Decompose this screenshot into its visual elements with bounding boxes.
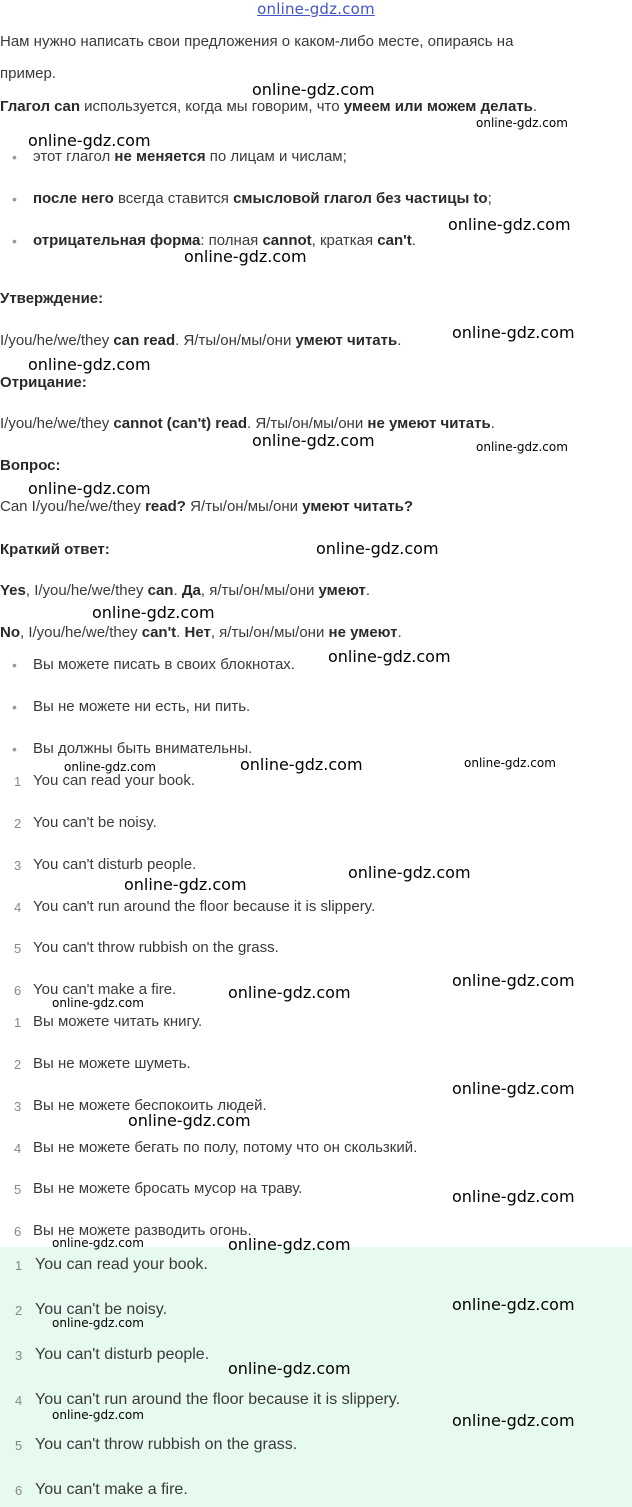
q-mid: Я/ты/он/мы/они [185, 498, 303, 515]
yes-b1: Yes [0, 582, 26, 599]
yes-t2: . [173, 582, 182, 599]
english-item: You can't make a fire. [33, 981, 177, 998]
bullet-3-bold-3: can't [377, 232, 412, 249]
no-t4: . [397, 624, 402, 641]
bullet-3-bold-2: cannot [262, 232, 312, 249]
short-answer-heading: Краткий ответ: [0, 541, 110, 558]
watermark: online-gdz.com [128, 1111, 251, 1130]
watermark: online-gdz.com [452, 1187, 575, 1206]
affirmative-line [0, 331, 401, 351]
english-item: You can read your book. [33, 772, 196, 789]
watermark: online-gdz.com [452, 323, 575, 342]
watermark: online-gdz.com [448, 215, 571, 234]
watermark: online-gdz.com [476, 116, 568, 130]
watermark: online-gdz.com [28, 479, 151, 498]
watermark: online-gdz.com [328, 647, 451, 666]
yes-b2: can [147, 582, 174, 599]
watermark: online-gdz.com [52, 996, 144, 1010]
watermark: online-gdz.com [228, 1359, 351, 1378]
watermark: online-gdz.com [228, 1235, 351, 1254]
bullet-1-post: по лицам и числам; [205, 148, 347, 165]
list-number: 2 [15, 1303, 23, 1318]
list-number: 5 [15, 1438, 23, 1453]
short-answer-no [0, 623, 402, 643]
bullet-3-mid-2: , краткая [311, 232, 378, 249]
bullet-2 [33, 189, 492, 209]
watermark: online-gdz.com [452, 1295, 575, 1314]
watermark: online-gdz.com [52, 1408, 144, 1422]
russian-item: Вы не можете беспокоить людей. [33, 1097, 267, 1114]
answer-item: You can read your book. [35, 1256, 208, 1273]
neg-bold-1: cannot (can't) read [113, 415, 247, 432]
rule-text-2: . [532, 98, 538, 115]
russian-item: Вы не можете шуметь. [33, 1055, 191, 1072]
rule-bold-2: умеем или можем делать [343, 98, 533, 115]
watermark: online-gdz.com [184, 247, 307, 266]
bullet-2-mid: всегда ставится [113, 190, 234, 207]
negative-heading: Отрицание: [0, 374, 87, 391]
bullet-2-post: ; [487, 190, 492, 207]
russian-item: Вы не можете разводить огонь. [33, 1222, 252, 1239]
list-number: 2 [14, 1057, 22, 1072]
bullet-3-mid: : полная [200, 232, 263, 249]
q-bold-2: умеют читать? [302, 498, 414, 515]
watermark: online-gdz.com [252, 431, 375, 450]
bullet-2-bold-2: смысловой глагол без частицы to [233, 190, 488, 207]
example-2: Вы не можете ни есть, ни пить. [33, 698, 251, 715]
bullet-dot: • [12, 149, 17, 165]
bullet-dot: • [12, 233, 17, 249]
no-t3: , я/ты/он/мы/они [210, 624, 329, 641]
watermark: online-gdz.com [92, 603, 215, 622]
russian-item: Вы можете читать книгу. [33, 1013, 203, 1030]
answer-item: You can't run around the floor because it is slippery. [35, 1391, 401, 1408]
aff-bold-2: умеют читать [295, 332, 398, 349]
yes-t3: , я/ты/он/мы/они [200, 582, 319, 599]
neg-post: . [490, 415, 495, 432]
rule-line [0, 97, 537, 117]
list-number: 4 [15, 1393, 23, 1408]
short-answer-yes [0, 581, 370, 601]
watermark: online-gdz.com [124, 875, 247, 894]
bullet-dot: • [12, 741, 17, 757]
affirmative-heading: Утверждение: [0, 290, 104, 307]
question-heading: Вопрос: [0, 457, 61, 474]
bullet-2-bold: после него [33, 190, 114, 207]
bullet-3-post: . [411, 232, 416, 249]
list-number: 2 [14, 816, 22, 831]
english-item: You can't run around the floor because it is slippery. [33, 898, 376, 915]
bullet-3-bold: отрицательная форма [33, 232, 201, 249]
watermark: online-gdz.com [64, 760, 156, 774]
no-t2: . [176, 624, 185, 641]
rule-text-1: используется, когда мы говорим, что [80, 98, 344, 115]
list-number: 6 [14, 1224, 22, 1239]
example-1: Вы можете писать в своих блокнотах. [33, 656, 295, 673]
list-number: 6 [15, 1483, 23, 1498]
english-item: You can't be noisy. [33, 814, 157, 831]
watermark: online-gdz.com [476, 440, 568, 454]
yes-t4: . [365, 582, 371, 599]
no-b4: не умеют [328, 624, 398, 641]
list-number: 6 [14, 983, 22, 998]
no-b1: No [0, 624, 20, 641]
watermark: online-gdz.com [28, 131, 151, 150]
list-number: 1 [14, 774, 22, 789]
watermark: online-gdz.com [252, 80, 375, 99]
question-line [0, 497, 413, 517]
rule-bold-1: Глагол can [0, 98, 81, 115]
intro-line-1: Нам нужно написать свои предложения о каком-либо месте, опираясь на [0, 33, 514, 50]
watermark: online-gdz.com [28, 355, 151, 374]
neg-pre: I/you/he/we/they [0, 415, 114, 432]
russian-item: Вы не можете бегать по полу, потому что он скользкий. [33, 1139, 418, 1156]
example-3: Вы должны быть внимательны. [33, 740, 253, 757]
q-pre: Can I/you/he/we/they [0, 498, 146, 515]
list-number: 3 [15, 1348, 23, 1363]
watermark: online-gdz.com [452, 1411, 575, 1430]
intro-line-2: пример. [0, 65, 57, 82]
answer-item: You can't be noisy. [35, 1301, 168, 1318]
watermark: online-gdz.com [452, 1079, 575, 1098]
watermark: online-gdz.com [452, 971, 575, 990]
site-link[interactable]: online-gdz.com [257, 0, 375, 18]
russian-item: Вы не можете бросать мусор на траву. [33, 1180, 303, 1197]
no-b3: Нет [184, 624, 211, 641]
list-number: 1 [15, 1258, 23, 1273]
aff-mid: . Я/ты/он/мы/они [175, 332, 296, 349]
yes-t1: , I/you/he/we/they [25, 582, 148, 599]
aff-pre: I/you/he/we/they [0, 332, 114, 349]
answer-item: You can't make a fire. [35, 1481, 188, 1498]
watermark: online-gdz.com [348, 863, 471, 882]
list-number: 5 [14, 941, 22, 956]
list-number: 4 [14, 1141, 22, 1156]
aff-bold-1: can read [113, 332, 176, 349]
bullet-dot: • [12, 699, 17, 715]
yes-b3: Да [181, 582, 201, 599]
bullet-dot: • [12, 191, 17, 207]
answer-item: You can't disturb people. [35, 1346, 210, 1363]
no-b2: can't [141, 624, 177, 641]
list-number: 3 [14, 858, 22, 873]
q-bold-1: read? [145, 498, 186, 515]
watermark: online-gdz.com [464, 756, 556, 770]
watermark: online-gdz.com [316, 539, 439, 558]
aff-post: . [397, 332, 402, 349]
watermark: online-gdz.com [228, 983, 351, 1002]
list-number: 5 [14, 1182, 22, 1197]
yes-b4: умеют [318, 582, 366, 599]
watermark: online-gdz.com [52, 1316, 144, 1330]
watermark: online-gdz.com [52, 1236, 144, 1250]
bullet-1-bold: не меняется [114, 148, 206, 165]
bullet-1 [33, 147, 347, 167]
english-item: You can't disturb people. [33, 856, 197, 873]
neg-mid: . Я/ты/он/мы/они [247, 415, 368, 432]
answer-item: You can't throw rubbish on the grass. [35, 1436, 298, 1453]
list-number: 1 [14, 1015, 22, 1030]
english-item: You can't throw rubbish on the grass. [33, 939, 279, 956]
list-number: 3 [14, 1099, 22, 1114]
negative-line [0, 414, 495, 434]
no-t1: , I/you/he/we/they [20, 624, 142, 641]
list-number: 4 [14, 900, 22, 915]
bullet-dot: • [12, 657, 17, 673]
bullet-1-pre: этот глагол [33, 148, 115, 165]
watermark: online-gdz.com [240, 755, 363, 774]
neg-bold-2: не умеют читать [367, 415, 491, 432]
